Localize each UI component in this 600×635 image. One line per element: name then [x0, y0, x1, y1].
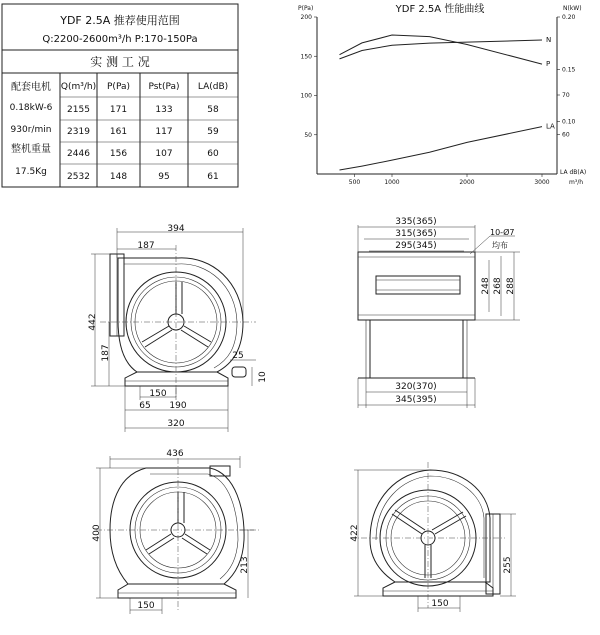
dim-rear-height: 422	[350, 524, 360, 542]
col-header-la: LA(dB)	[197, 82, 229, 92]
left-axis-label: P(Pa)	[298, 5, 314, 12]
series-label-LA: LA	[546, 122, 555, 131]
dim-foot-a: 150	[149, 389, 167, 399]
cell-pst: 117	[155, 127, 173, 137]
right-tick-label: 0.20	[562, 14, 576, 21]
side-label-weight-title: 整机重量	[11, 144, 51, 155]
cell-p: 171	[109, 105, 128, 115]
x-tick-label: 500	[348, 179, 361, 186]
side-label-power: 0.18kW-6	[9, 103, 53, 113]
y-tick-label: 100	[300, 92, 312, 100]
x-tick-label: 3000	[534, 179, 550, 186]
side-label-motor: 配套电机	[11, 82, 51, 93]
x-tick-label: 1000	[384, 179, 400, 186]
table-row	[67, 105, 219, 115]
table-row	[67, 172, 219, 182]
cell-la: 60	[207, 149, 219, 159]
right-lower-tick-label: 60	[562, 131, 570, 139]
dim-front-center-height: 213	[240, 556, 250, 574]
cell-p: 161	[109, 127, 128, 137]
dim-side-w1: 335(365)	[395, 217, 437, 227]
col-header-pst: Pst(Pa)	[148, 82, 180, 92]
dim-front-width: 436	[166, 449, 184, 459]
cell-p: 148	[109, 172, 128, 182]
chart-title: YDF 2.5A 性能曲线	[395, 4, 485, 15]
dim-front-base: 150	[137, 601, 155, 611]
dim-front-height: 400	[92, 524, 102, 542]
dim-side-w3: 295(345)	[395, 241, 437, 251]
side-label-speed: 930r/min	[10, 125, 52, 135]
y-tick-label: 50	[304, 131, 312, 139]
cell-la: 58	[207, 105, 219, 115]
dim-side-b1: 320(370)	[395, 382, 437, 392]
dim-rear-base: 150	[431, 599, 449, 609]
right-upper-axis-label: N(kW)	[563, 5, 582, 12]
y-tick-label: 150	[300, 53, 312, 61]
x-tick-label: 2000	[459, 179, 475, 186]
right-tick-label: 0.15	[562, 66, 576, 74]
side-view-drawing	[358, 217, 520, 408]
cell-q: 2446	[67, 149, 90, 159]
dim-side-h1: 248	[481, 277, 491, 295]
cell-pst: 107	[155, 149, 173, 159]
table-row	[67, 149, 219, 159]
dim-side-b2: 345(395)	[395, 395, 437, 405]
table-subtitle: Q:2200-2600m³/h P:170-150Pa	[42, 34, 198, 45]
dim-side-w2: 315(365)	[395, 229, 437, 239]
cell-p: 156	[109, 149, 128, 159]
performance-chart	[298, 2, 586, 186]
front-view-bottom-drawing	[92, 449, 260, 614]
series-line-LA	[340, 127, 543, 170]
dim-foot-offset: 25	[232, 351, 244, 361]
dim-overall-width: 394	[167, 224, 185, 234]
performance-table	[2, 4, 238, 187]
y-tick-label: 200	[300, 14, 312, 21]
dim-foot-c: 190	[169, 401, 187, 411]
cell-q: 2319	[67, 127, 90, 137]
dim-inlet-width: 187	[137, 241, 155, 251]
dim-side-h2: 268	[493, 277, 503, 295]
cell-pst: 133	[155, 105, 173, 115]
col-header-p: P(Pa)	[107, 82, 130, 92]
dim-foot-b: 65	[139, 401, 151, 411]
bolt-spec: 10-Ø7	[490, 228, 515, 237]
bolt-note: 均布	[492, 241, 508, 250]
rear-view-drawing	[350, 462, 516, 612]
cell-la: 59	[207, 127, 219, 137]
front-view-drawing	[88, 224, 268, 432]
dim-side-h3: 288	[506, 277, 516, 295]
col-header-q: Q(m³/h)	[60, 82, 97, 92]
cell-q: 2155	[67, 105, 90, 115]
cell-pst: 95	[158, 172, 170, 182]
cell-la: 61	[207, 172, 219, 182]
x-axis-label: m³/h	[569, 179, 584, 186]
dim-center-height: 187	[101, 344, 111, 362]
dim-foot-d: 320	[167, 419, 185, 429]
table-section-title: 实 测 工 况	[90, 55, 150, 69]
dim-rear-outlet-height: 255	[503, 556, 513, 574]
cell-q: 2532	[67, 172, 90, 182]
table-row	[67, 127, 219, 137]
right-tick-label: 0.10	[562, 118, 576, 126]
series-label-N: N	[546, 36, 552, 45]
right-lower-axis-label: LA dB(A)	[560, 169, 587, 176]
dim-height: 442	[88, 313, 98, 331]
side-label-weight: 17.5Kg	[15, 167, 47, 177]
table-title: YDF 2.5A 推荐使用范围	[60, 14, 180, 27]
series-label-P: P	[546, 60, 551, 69]
right-lower-tick-label: 70	[562, 92, 570, 99]
dim-foot-height: 10	[258, 371, 268, 383]
